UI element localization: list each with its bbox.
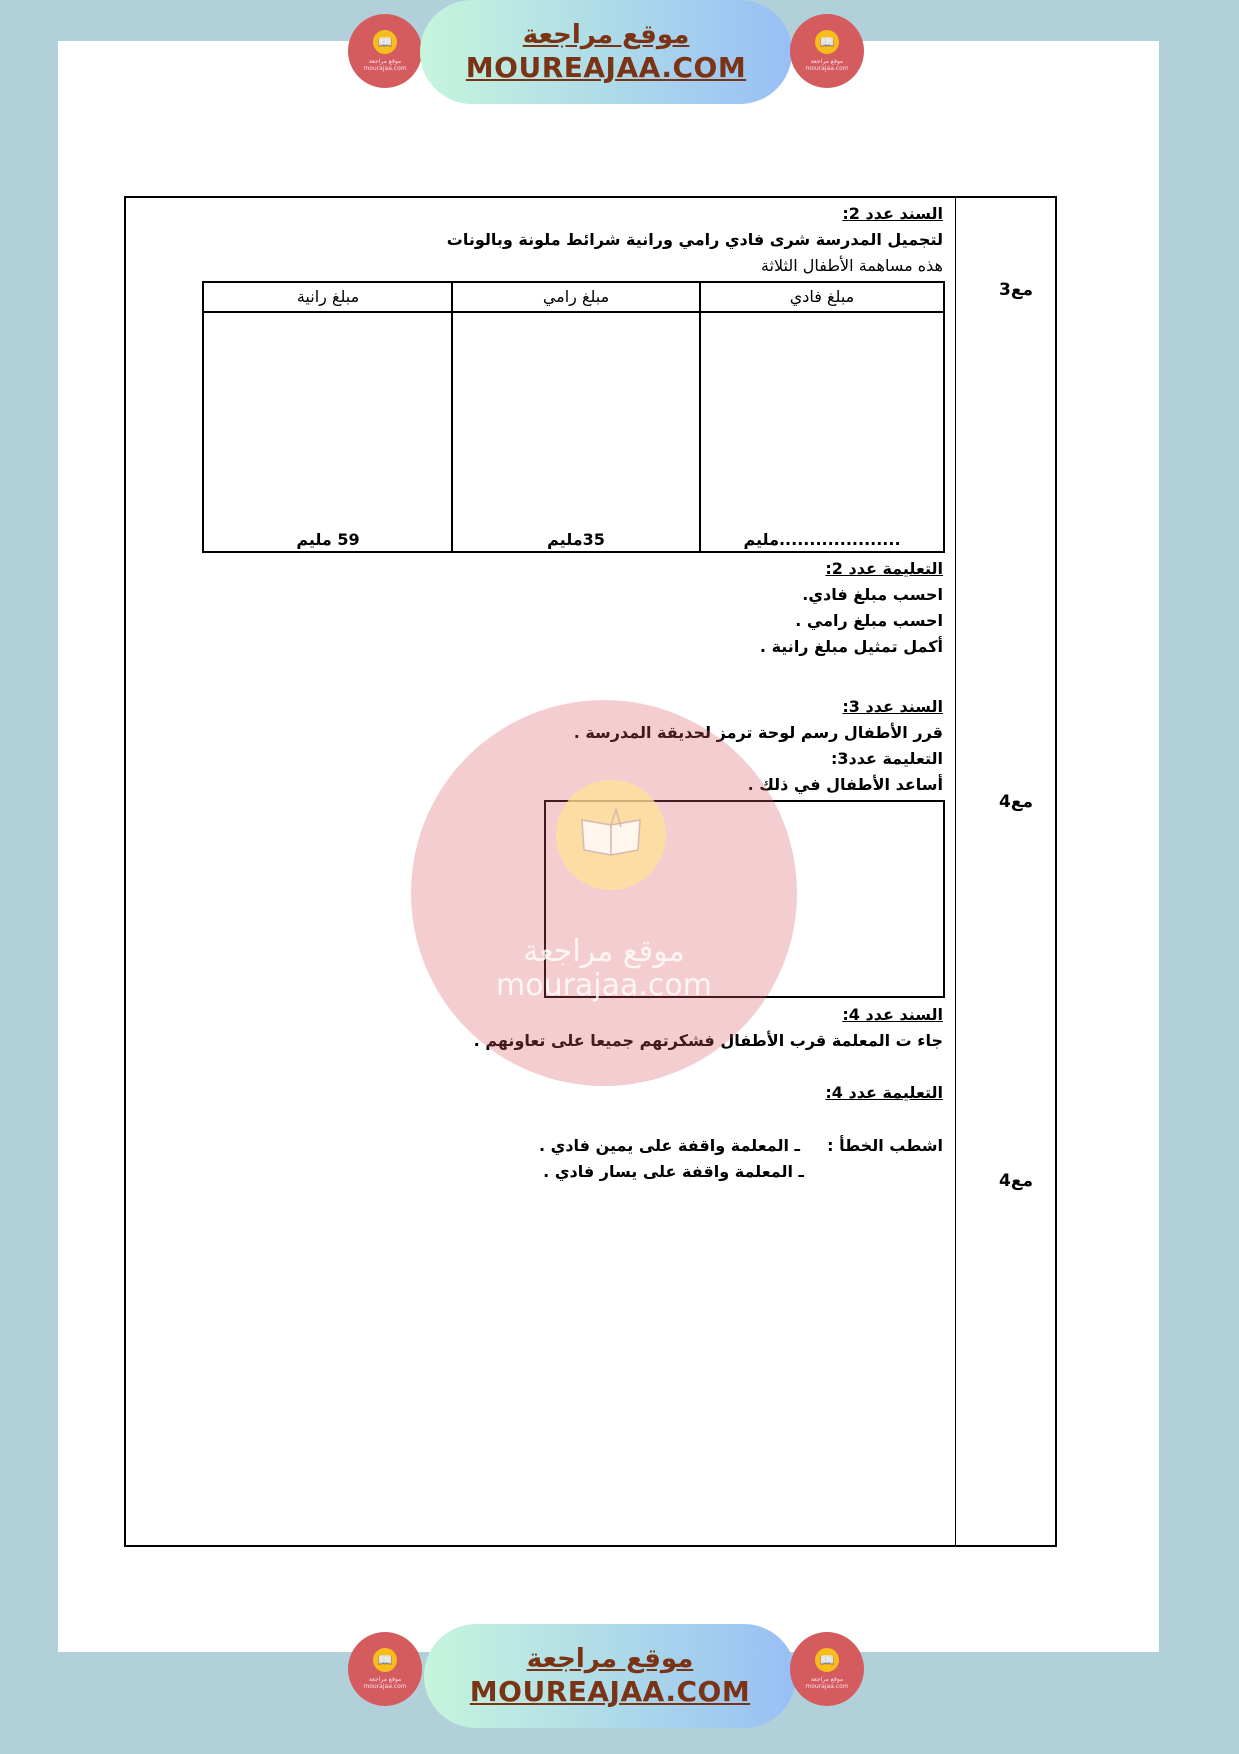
amount-value: 59 مليم: [296, 530, 360, 549]
banner-title-en: MOUREAJAA.COM: [469, 1675, 751, 1708]
instruction-item: أساعد الأطفال في ذلك .: [747, 775, 943, 794]
logo-badge: 📖 موقع مراجعة mourajaa.com: [790, 1632, 864, 1706]
logo-badge: 📖 موقع مراجعة mourajaa.com: [348, 1632, 422, 1706]
drawing-area[interactable]: [544, 800, 945, 998]
section-3: [574, 694, 943, 798]
section-4: [474, 1002, 943, 1106]
instruction-4-options: [539, 1133, 804, 1185]
instruction-heading: التعليمة عدد 2:: [825, 559, 943, 578]
instruction-4-label: اشطب الخطأ :: [827, 1136, 943, 1155]
book-icon: 📖: [815, 1648, 839, 1672]
section-heading: السند عدد 4:: [842, 1005, 943, 1024]
section-text: لتجميل المدرسة شرى فادي رامي ورانية شرائط ملونة وبالونات: [446, 230, 943, 249]
logo-badge: 📖 موقع مراجعة mourajaa.com: [790, 14, 864, 88]
section-2: [447, 201, 943, 279]
criterion-code: مع4: [999, 792, 1033, 812]
site-banner-link[interactable]: [420, 0, 792, 104]
top-banner: [0, 0, 1239, 110]
instruction-item: أكمل تمثيل مبلغ رانية .: [759, 637, 943, 656]
logo-badge: 📖 موقع مراجعة mourajaa.com: [348, 14, 422, 88]
banner-title-en: MOUREAJAA.COM: [465, 51, 747, 84]
column-rania: مبلغ رانية 59 مليم: [204, 283, 452, 551]
criterion-code: مع3: [999, 280, 1033, 300]
column-rami: مبلغ رامي 35مليم: [451, 283, 699, 551]
option-left[interactable]: ـ المعلمة واقفة على يسار فادي .: [543, 1162, 804, 1181]
bottom-banner: [0, 1622, 1239, 1732]
site-banner-link[interactable]: [424, 1624, 796, 1728]
banner-title-ar: موقع مراجعة: [522, 20, 690, 50]
amount-value: 35مليم: [547, 530, 605, 549]
section-text: جاء ت المعلمة قرب الأطفال فشكرتهم جميعا على تعاونهم .: [473, 1031, 943, 1050]
column-divider: [955, 198, 956, 1545]
instruction-heading: التعليمة عدد 4:: [825, 1083, 943, 1102]
book-icon: 📖: [373, 1648, 397, 1672]
instruction-item: احسب مبلغ فادي.: [802, 585, 943, 604]
option-right[interactable]: ـ المعلمة واقفة على يمين فادي .: [539, 1136, 800, 1155]
section-heading: السند عدد 3:: [842, 697, 943, 716]
instruction-2: [760, 556, 943, 660]
section-text: قرر الأطفال رسم لوحة ترمز لحديقة المدرسة .: [573, 723, 943, 742]
section-text: هذه مساهمة الأطفال الثلاثة: [760, 256, 943, 275]
column-fadi: مبلغ فادي ....................مليم: [699, 283, 943, 551]
criterion-code: مع4: [999, 1171, 1033, 1191]
book-icon: 📖: [815, 30, 839, 54]
amount-value[interactable]: ....................مليم: [743, 530, 901, 549]
instruction-heading: التعليمة عدد3:: [830, 749, 943, 768]
amounts-table: [202, 281, 945, 553]
section-heading: السند عدد 2:: [842, 204, 943, 223]
book-icon: 📖: [373, 30, 397, 54]
instruction-item: احسب مبلغ رامي .: [795, 611, 943, 630]
exercise-table: [124, 196, 1057, 1547]
banner-title-ar: موقع مراجعة: [526, 1644, 694, 1674]
watermark: موقع مراجعة mourajaa.com: [411, 700, 797, 1086]
